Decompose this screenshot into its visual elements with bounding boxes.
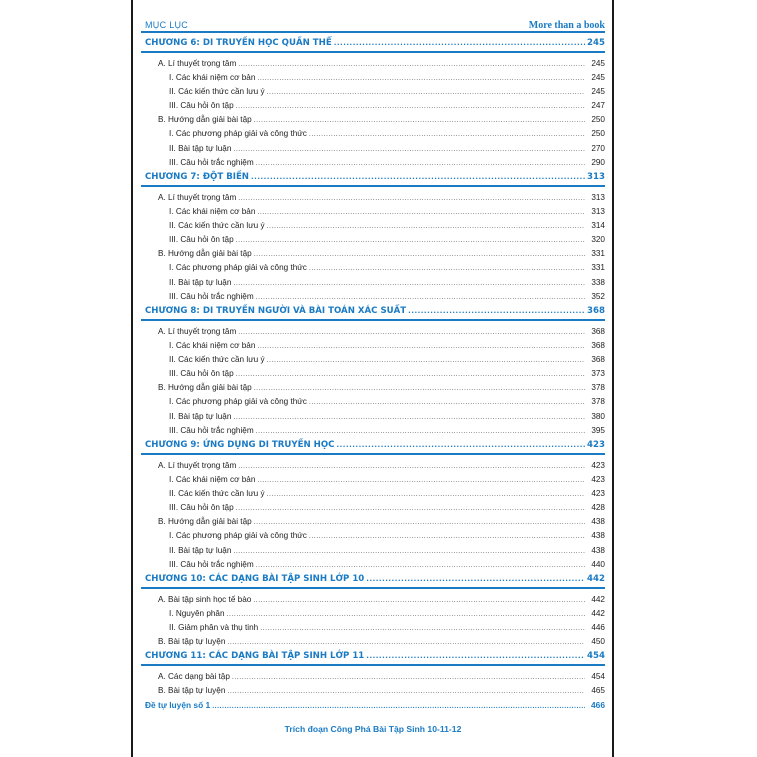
toc-entry[interactable]: [141, 473, 605, 487]
entry-label: A. Các dạng bài tập: [158, 671, 230, 681]
entry-label: III. Câu hỏi trắc nghiệm: [169, 559, 254, 569]
toc-entry[interactable]: [141, 156, 605, 170]
entry-page: 423: [591, 474, 605, 484]
chapter-heading[interactable]: [141, 36, 605, 53]
entry-page: 250: [591, 115, 605, 125]
entry-page: 465: [591, 685, 605, 695]
entry-label: II. Các kiến thức cần lưu ý: [169, 354, 265, 364]
entry-label: III. Câu hỏi trắc nghiệm: [169, 425, 254, 435]
entry-label: I. Các khái niệm cơ bản: [169, 474, 256, 484]
entry-page: 438: [591, 531, 605, 541]
toc-entry[interactable]: [141, 621, 605, 635]
entry-page: 423: [591, 488, 605, 498]
entry-label: II. Các kiến thức cần lưu ý: [169, 488, 265, 498]
entry-label: III. Câu hỏi ôn tập: [169, 369, 234, 379]
entry-page: 313: [591, 192, 605, 202]
header-slogan: More than a book: [528, 20, 605, 31]
entry-page: 352: [591, 291, 605, 301]
entry-label: I. Các khái niệm cơ bản: [169, 72, 256, 82]
toc-entry[interactable]: [141, 276, 605, 290]
chapter-page: 313: [587, 172, 605, 182]
toc-entry[interactable]: [141, 325, 605, 339]
toc-entry[interactable]: [141, 593, 605, 607]
entry-page: 378: [591, 397, 605, 407]
chapter-title: CHƯƠNG 7: ĐỘT BIẾN: [145, 172, 250, 182]
toc-entry[interactable]: [141, 395, 605, 409]
chapter-page: 454: [587, 651, 605, 662]
entry-page: 250: [591, 129, 605, 139]
entry-label: A. Bài tập sinh học tế bào: [158, 594, 252, 604]
chapter-title: CHƯƠNG 8: DI TRUYỀN NGƯỜI VÀ BÀI TOÁN XÁC SUẤT: [145, 306, 407, 316]
entry-label: B. Bài tập tự luyện: [158, 637, 226, 647]
entry-label: I. Các phương pháp giải và công thức: [169, 397, 307, 407]
entry-page: 428: [591, 503, 605, 513]
entry-label: A. Lí thuyết trọng tâm: [158, 192, 237, 202]
entry-page: 338: [591, 277, 605, 287]
toc-entry[interactable]: [141, 424, 605, 438]
table-of-contents: [141, 36, 605, 712]
entry-label: B. Hướng dẫn giải bài tập: [158, 383, 252, 393]
entry-label: I. Các phương pháp giải và công thức: [169, 129, 307, 139]
entry-page: 446: [591, 622, 605, 632]
toc-entry[interactable]: [141, 290, 605, 304]
entry-label: II. Bài tập tự luận: [169, 545, 232, 555]
entry-page: 245: [591, 86, 605, 96]
entry-page: 247: [591, 101, 605, 111]
chapter-heading[interactable]: [141, 572, 605, 589]
entry-page: 320: [591, 235, 605, 245]
entry-label: I. Các khái niệm cơ bản: [169, 206, 256, 216]
toc-entry[interactable]: [141, 191, 605, 205]
entry-label: A. Lí thuyết trọng tâm: [158, 460, 237, 470]
toc-entry[interactable]: [141, 487, 605, 501]
entry-label: B. Hướng dẫn giải bài tập: [158, 249, 252, 259]
entry-label: II. Bài tập tự luận: [169, 411, 232, 421]
toc-entry[interactable]: [141, 367, 605, 381]
toc-entry[interactable]: [141, 410, 605, 424]
chapter-heading[interactable]: [141, 649, 605, 666]
toc-entry[interactable]: [141, 57, 605, 71]
entry-label: I. Các phương pháp giải và công thức: [169, 531, 307, 541]
entry-page: 368: [591, 326, 605, 336]
chapter-page: 442: [587, 574, 605, 584]
entry-page: 442: [591, 608, 605, 618]
toc-entry[interactable]: [141, 99, 605, 113]
entry-label: III. Câu hỏi ôn tập: [169, 235, 234, 245]
entry-page: 331: [591, 263, 605, 273]
entry-label: A. Lí thuyết trọng tâm: [158, 58, 237, 68]
entry-page: 368: [591, 354, 605, 364]
header-rule: [141, 31, 605, 33]
entry-page: 331: [591, 249, 605, 259]
entry-page: 313: [591, 206, 605, 216]
entry-label: I. Nguyên phân: [169, 608, 225, 618]
entry-page: 368: [591, 340, 605, 350]
toc-entry[interactable]: [141, 233, 605, 247]
entry-label: B. Hướng dẫn giải bài tập: [158, 115, 252, 125]
entry-page: 438: [591, 545, 605, 555]
toc-entry[interactable]: [141, 339, 605, 353]
chapter-page: 423: [587, 440, 605, 450]
toc-entry[interactable]: [141, 544, 605, 558]
toc-entry[interactable]: [141, 670, 605, 684]
entry-label: II. Bài tập tự luận: [169, 277, 232, 287]
chapter-page: 245: [587, 38, 605, 48]
entry-label: II. Bài tập tự luận: [169, 143, 232, 153]
toc-entry[interactable]: [141, 261, 605, 275]
entry-label: II. Các kiến thức cần lưu ý: [169, 220, 265, 230]
chapter-heading[interactable]: [141, 438, 605, 455]
entry-page: 373: [591, 369, 605, 379]
entry-label: II. Giảm phân và thụ tinh: [169, 622, 259, 632]
page-header: [141, 18, 605, 32]
toc-entry[interactable]: [141, 219, 605, 233]
final-entry-label: Đề tự luyện số 1: [145, 700, 211, 711]
toc-entry[interactable]: [141, 515, 605, 529]
page-right-edge: [612, 0, 614, 757]
toc-entry[interactable]: [141, 205, 605, 219]
entry-page: 314: [591, 220, 605, 230]
chapter-heading[interactable]: [141, 170, 605, 187]
entry-label: III. Câu hỏi trắc nghiệm: [169, 157, 254, 167]
entry-page: 270: [591, 143, 605, 153]
entry-label: I. Các khái niệm cơ bản: [169, 340, 256, 350]
toc-entry[interactable]: [141, 85, 605, 99]
final-entry-page: 466: [591, 700, 605, 711]
toc-entry[interactable]: [141, 353, 605, 367]
entry-label: B. Bài tập tự luyện: [158, 685, 226, 695]
final-entry[interactable]: [141, 698, 605, 712]
chapter-title: CHƯƠNG 10: CÁC DẠNG BÀI TẬP SINH LỚP 10: [145, 574, 365, 584]
entry-label: III. Câu hỏi ôn tập: [169, 101, 234, 111]
entry-page: 454: [591, 671, 605, 681]
entry-page: 380: [591, 411, 605, 421]
entry-page: 290: [591, 157, 605, 167]
entry-label: II. Các kiến thức cần lưu ý: [169, 86, 265, 96]
toc-entry[interactable]: [141, 501, 605, 515]
toc-entry[interactable]: [141, 459, 605, 473]
toc-entry[interactable]: [141, 529, 605, 543]
entry-page: 245: [591, 58, 605, 68]
page-footer: Trích đoạn Công Phá Bài Tập Sinh 10-11-12: [284, 724, 462, 734]
toc-entry[interactable]: [141, 142, 605, 156]
toc-entry[interactable]: [141, 684, 605, 698]
entry-label: III. Câu hỏi trắc nghiệm: [169, 291, 254, 301]
entry-page: 378: [591, 383, 605, 393]
entry-page: 440: [591, 559, 605, 569]
toc-entry[interactable]: [141, 247, 605, 261]
toc-entry[interactable]: [141, 558, 605, 572]
entry-label: I. Các phương pháp giải và công thức: [169, 263, 307, 273]
chapter-page: 368: [587, 306, 605, 316]
toc-entry[interactable]: [141, 113, 605, 127]
entry-label: III. Câu hỏi ôn tập: [169, 503, 234, 513]
entry-page: 245: [591, 72, 605, 82]
toc-entry[interactable]: [141, 381, 605, 395]
toc-entry[interactable]: [141, 607, 605, 621]
toc-entry[interactable]: [141, 71, 605, 85]
entry-page: 395: [591, 425, 605, 435]
toc-entry[interactable]: [141, 127, 605, 141]
chapter-title: CHƯƠNG 6: DI TRUYỀN HỌC QUẦN THỂ: [145, 38, 332, 48]
chapter-heading[interactable]: [141, 304, 605, 321]
entry-page: 450: [591, 637, 605, 647]
entry-page: 442: [591, 594, 605, 604]
entry-page: 423: [591, 460, 605, 470]
entry-page: 438: [591, 517, 605, 527]
toc-entry[interactable]: [141, 635, 605, 649]
chapter-title: CHƯƠNG 11: CÁC DẠNG BÀI TẬP SINH LỚP 11: [145, 651, 365, 662]
page-left-edge: [131, 0, 133, 757]
entry-label: B. Hướng dẫn giải bài tập: [158, 517, 252, 527]
entry-label: A. Lí thuyết trọng tâm: [158, 326, 237, 336]
header-title: MỤC LỤC: [145, 20, 189, 30]
chapter-title: CHƯƠNG 9: ỨNG DỤNG DI TRUYỀN HỌC: [145, 440, 335, 450]
